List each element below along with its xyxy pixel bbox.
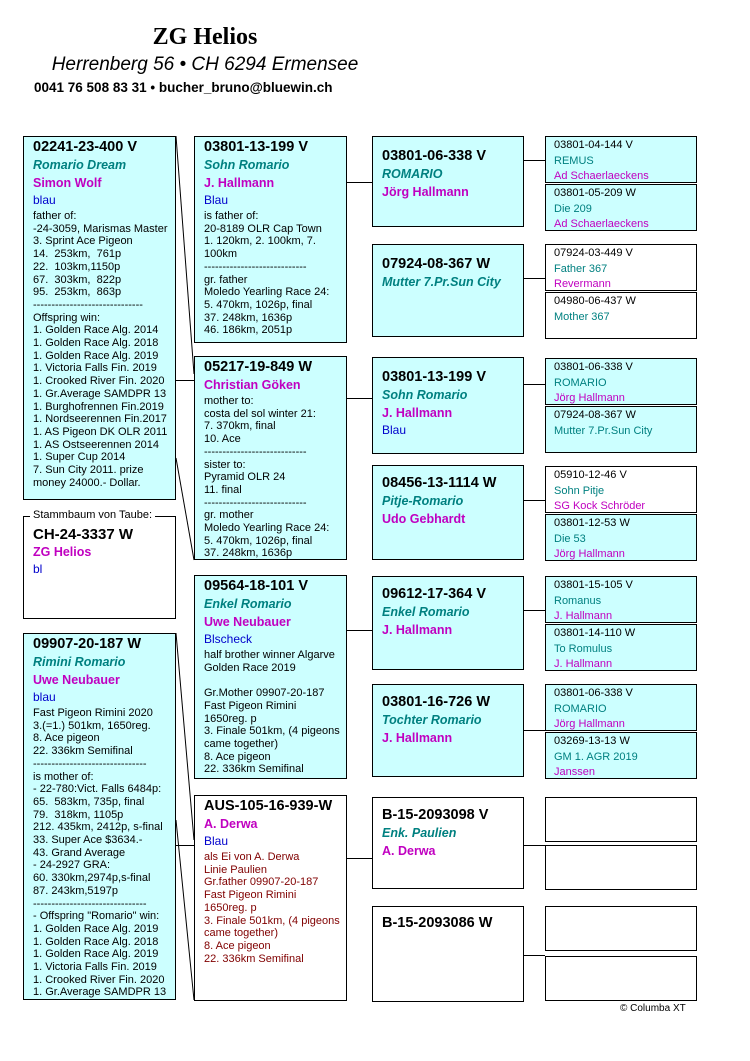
pigeon-name: GM 1. AGR 2019	[554, 750, 638, 763]
owner-name: Jörg Hallmann	[554, 718, 625, 730]
ancestor-box	[545, 136, 697, 183]
pigeon-name: Enkel Romario	[204, 597, 292, 611]
owner-name: J. Hallmann	[382, 623, 453, 637]
pigeon-name: To Romulus	[554, 642, 613, 655]
ring-number: 07924-08-367 W	[554, 409, 636, 421]
ancestor-box	[545, 244, 697, 291]
ancestor-box	[545, 514, 697, 561]
ring-number: AUS-105-16-939-W	[204, 798, 333, 814]
great-grandparent-box	[372, 576, 524, 670]
great-grandparent-box	[372, 684, 524, 777]
owner-name: SG Kock Schröder	[554, 500, 646, 512]
ring-number: 09612-17-364 V	[382, 586, 486, 602]
ancestor-box	[545, 466, 697, 513]
ring-number: 07924-03-449 V	[554, 247, 633, 259]
ancestor-box	[545, 956, 697, 1001]
father-owner: Simon Wolf	[33, 176, 102, 190]
pigeon-name: Mutter 7.Pr.Sun City	[554, 424, 653, 437]
subject-box	[23, 516, 176, 619]
owner-name: Jörg Hallmann	[554, 392, 625, 404]
diagonal-line	[176, 633, 194, 840]
owner-name: Revermann	[554, 278, 611, 290]
ring-number: 04980-06-437 W	[554, 295, 636, 307]
pigeon-notes: als Ei von A. Derwa Linie Paulien Gr.father 09907-20-187 Fast Pigeon Rimini 1650reg. p 3. Finale 501km, (4 pigeons came together) 8. Ace pigeon 22. 336km Semifinal	[204, 851, 340, 965]
ancestor-box	[545, 292, 697, 339]
owner-name: Uwe Neubauer	[204, 615, 291, 629]
ancestor-box	[545, 797, 697, 842]
diagonal-line	[176, 458, 194, 560]
grandparent-box	[194, 356, 347, 560]
ring-number: B-15-2093086 W	[382, 915, 493, 931]
ring-number: 03801-06-338 V	[554, 687, 633, 699]
grandparent-box	[194, 575, 347, 779]
pigeon-notes: is father of: 20-8189 OLR Cap Town 1. 120km, 2. 100km, 7. 100km ---------------------------- gr. father Moledo Yearling Race 24: 5. 470km, 1026p, final 37. 248km, 1636p 46. 186km, 2051p	[204, 210, 330, 337]
pigeon-name: ROMARIO	[554, 376, 607, 389]
ancestor-box	[545, 576, 697, 623]
mother-box	[23, 633, 176, 1000]
pigeon-name: Mother 367	[554, 310, 610, 323]
pedigree-label: Stammbaum von Taube:	[30, 509, 155, 521]
ring-number: 05217-19-849 W	[204, 359, 313, 375]
pigeon-name: Pitje-Romario	[382, 494, 464, 508]
subject-ring-number: CH-24-3337 W	[33, 526, 134, 543]
pigeon-name: Mutter 7.Pr.Sun City	[382, 275, 501, 289]
pigeon-notes: half brother winner Algarve Golden Race 2019 Gr.Mother 09907-20-187 Fast Pigeon Rimini 1650reg. p 3. Finale 501km, (4 pigeons came together) 8. Ace pigeon 22. 336km Semifinal	[204, 649, 340, 776]
pigeon-color: Blau	[204, 834, 229, 848]
pigeon-color: Blscheck	[204, 632, 253, 646]
owner-name: J. Hallmann	[382, 731, 453, 745]
mother-notes: Fast Pigeon Rimini 2020 3.(=1.) 501km, 1650reg. 8. Ace pigeon 22. 336km Semifinal ------------------------------- is mother of: - 22-780:Vict. Falls 6484p: 65. 583km, 735p, final 79. 318km, 1105p 212. 435km, 2412p, s-final 33. Super Ace $3634.- 43. Grand Average - 24-2927 GRA: 60. 330km,2974p,s-final 87. 243km,5197p ------------------------------- - Offspring "Romario" win: 1. Golden Race Alg. 2019 1. Golden Race Alg. 2018 1. Golden Race Alg. 2019 1. Victoria Falls Fin. 2019 1. Crooked River Fin. 2020 1. Gr.Average SAMDPR 13	[33, 707, 167, 999]
owner-name: A. Derwa	[382, 844, 436, 858]
great-grandparent-box	[372, 465, 524, 560]
mother-color: blau	[33, 690, 56, 704]
great-grandparent-box	[372, 797, 524, 889]
father-box	[23, 136, 176, 500]
grandparent-box	[194, 795, 347, 1001]
ring-number: 03801-12-53 W	[554, 517, 630, 529]
pigeon-name: Sohn Romario	[204, 158, 290, 172]
ring-number: 03269-13-13 W	[554, 735, 630, 747]
pigeon-name: ROMARIO	[382, 167, 443, 181]
great-grandparent-box	[372, 906, 524, 1002]
owner-name: Jörg Hallmann	[382, 185, 469, 199]
ring-number: 05910-12-46 V	[554, 469, 627, 481]
father-color: blau	[33, 193, 56, 207]
ancestor-box	[545, 732, 697, 779]
ancestor-box	[545, 358, 697, 405]
ring-number: 03801-14-110 W	[554, 627, 636, 639]
ring-number: 03801-15-105 V	[554, 579, 633, 591]
pigeon-name: Sohn Romario	[382, 388, 468, 402]
owner-name: J. Hallmann	[382, 406, 453, 420]
ancestor-box	[545, 906, 697, 951]
page-title: ZG Helios	[152, 24, 258, 50]
owner-name: Janssen	[554, 766, 595, 778]
ancestor-box	[545, 845, 697, 890]
ancestor-box	[545, 684, 697, 731]
ring-number: 03801-13-199 V	[382, 369, 486, 385]
pigeon-name: Enkel Romario	[382, 605, 470, 619]
father-ring-number: 02241-23-400 V	[33, 139, 137, 155]
ring-number: 07924-08-367 W	[382, 256, 491, 272]
subject-owner: ZG Helios	[33, 545, 92, 559]
ancestor-box	[545, 406, 697, 453]
ring-number: 08456-13-1114 W	[382, 475, 497, 491]
ring-number: 03801-04-144 V	[554, 139, 633, 151]
pigeon-name: Die 53	[554, 532, 586, 545]
owner-name: A. Derwa	[204, 817, 258, 831]
father-notes: father of: -24-3059, Marismas Master 3. Sprint Ace Pigeon 14. 253km, 761p 22. 103km,1150p 67. 303km, 822p 95. 253km, 863p ------------------------------ Offspring win: 1. Golden Race Alg. 2014 1. Golden Race Alg. 2018 1. Golden Race Alg. 2019 1. Victoria Falls Fin. 2019 1. Crooked River Fin. 2020 1. Gr.Average SAMDPR 13 1. Burghofrennen Fin.2019 1. Nordseerennen Fin.2017 1. AS Pigeon DK OLR 2011 1. AS Ostseerennen 2014 1. Super Cup 2014 7. Sun City 2011. prize money 24000.- Dollar.	[33, 210, 168, 489]
mother-ring-number: 09907-20-187 W	[33, 636, 142, 652]
diagonal-line	[176, 820, 194, 1000]
pigeon-notes: mother to: costa del sol winter 21: 7. 370km, final 10. Ace ---------------------------- sister to: Pyramid OLR 24 11. final ---------------------------- gr. mother Moledo Yearling Race 24: 5. 470km, 1026p, final 37. 248km, 1636p	[204, 395, 330, 560]
pigeon-name: Father 367	[554, 262, 608, 275]
ring-number: 03801-06-338 V	[554, 361, 633, 373]
owner-name: Ad Schaerlaeckens	[554, 170, 649, 182]
breeder-address: Herrenberg 56 • CH 6294 Ermensee	[51, 54, 359, 75]
owner-name: Ad Schaerlaeckens	[554, 218, 649, 230]
copyright-footer: © Columba XT	[620, 1003, 686, 1014]
pigeon-name: REMUS	[554, 154, 594, 167]
owner-name: Udo Gebhardt	[382, 512, 466, 526]
mother-name: Rimini Romario	[33, 655, 126, 669]
ring-number: 03801-06-338 V	[382, 148, 486, 164]
owner-name: J. Hallmann	[554, 610, 613, 622]
pigeon-name: Enk. Paulien	[382, 826, 457, 840]
pigeon-name: Tochter Romario	[382, 713, 482, 727]
diagonal-line	[176, 136, 194, 374]
ancestor-box	[545, 184, 697, 231]
pigeon-name: Sohn Pitje	[554, 484, 605, 497]
subject-color: bl	[33, 562, 43, 576]
owner-name: J. Hallmann	[554, 658, 613, 670]
grandparent-box	[194, 136, 347, 343]
great-grandparent-box	[372, 244, 524, 337]
father-name: Romario Dream	[33, 158, 127, 172]
pigeon-color: Blau	[382, 423, 407, 437]
ring-number: B-15-2093098 V	[382, 807, 489, 823]
ring-number: 09564-18-101 V	[204, 578, 308, 594]
owner-name: J. Hallmann	[204, 176, 275, 190]
ring-number: 03801-13-199 V	[204, 139, 308, 155]
owner-name: Christian Göken	[204, 378, 301, 392]
ancestor-box	[545, 624, 697, 671]
pigeon-name: ROMARIO	[554, 702, 607, 715]
pigeon-name: Romanus	[554, 594, 602, 607]
mother-owner: Uwe Neubauer	[33, 673, 120, 687]
pigeon-name: Die 209	[554, 202, 592, 215]
ring-number: 03801-16-726 W	[382, 694, 491, 710]
owner-name: Jörg Hallmann	[554, 548, 625, 560]
pigeon-color: Blau	[204, 193, 229, 207]
great-grandparent-box	[372, 136, 524, 227]
breeder-contact: 0041 76 508 83 31 • bucher_bruno@bluewin.ch	[34, 80, 333, 95]
ring-number: 03801-05-209 W	[554, 187, 636, 199]
great-grandparent-box	[372, 357, 524, 454]
